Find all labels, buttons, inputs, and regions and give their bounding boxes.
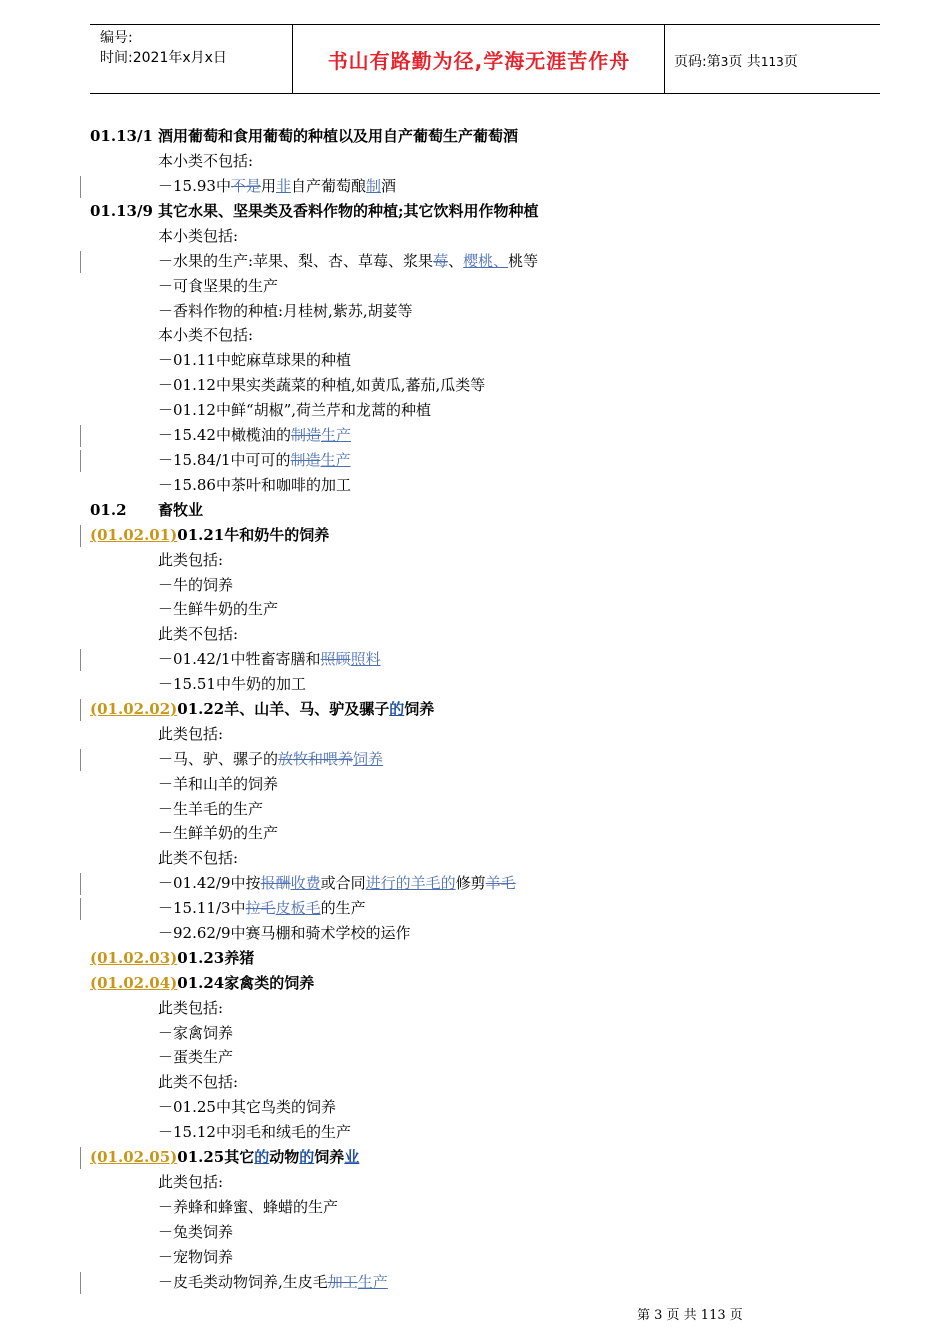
header-page-number: 页码:第3页 共113页 — [674, 54, 798, 70]
list-item: －香料作物的种植:月桂树,紫苏,胡荽等 — [158, 302, 413, 320]
list-item: －15.84/1中可可的制造生产 — [158, 451, 351, 469]
change-bar — [80, 873, 81, 895]
change-bar — [80, 525, 81, 547]
change-bar — [80, 425, 81, 447]
list-item: －01.12中果实类蔬菜的种植,如黄瓜,蕃茄,瓜类等 — [158, 376, 486, 394]
page-header — [90, 24, 880, 94]
class-heading: (01.02.01)01.21牛和奶牛的饲养 — [90, 526, 330, 544]
list-item: 本小类不包括: — [158, 152, 254, 170]
number-label: 编号: — [100, 30, 133, 46]
list-item: －01.42/9中按报酬收费或合同进行的羊毛的修剪羊毛 — [158, 874, 516, 892]
class-heading: (01.02.05)01.25其它的动物的饲养业 — [90, 1148, 360, 1166]
list-item: －羊和山羊的饲养 — [158, 775, 279, 793]
change-bar — [80, 649, 81, 671]
page-footer: 第 3 页 共 113 页 — [637, 1308, 743, 1323]
change-bar — [80, 176, 81, 198]
change-bar — [80, 749, 81, 771]
list-item: －01.11中蛇麻草球果的种植 — [158, 351, 351, 369]
list-item: 本小类包括: — [158, 227, 239, 245]
list-item: －宠物饲养 — [158, 1248, 234, 1266]
list-item: －15.93中不是用非自产葡萄酿制酒 — [158, 177, 397, 195]
change-bar — [80, 1147, 81, 1169]
list-item: －92.62/9中赛马棚和骑术学校的运作 — [158, 924, 411, 942]
list-item: 此类包括: — [158, 999, 224, 1017]
list-item: －生羊毛的生产 — [158, 800, 264, 818]
list-item: －家禽饲养 — [158, 1024, 234, 1042]
list-item: －生鲜牛奶的生产 — [158, 600, 279, 618]
list-item: 此类包括: — [158, 551, 224, 569]
header-divider — [664, 25, 665, 93]
change-bar — [80, 450, 81, 472]
list-item: 此类不包括: — [158, 849, 239, 867]
list-item: －马、驴、骡子的放牧和喂养饲养 — [158, 750, 384, 768]
change-bar — [80, 898, 81, 920]
header-meta — [100, 28, 227, 68]
section-heading: 01.2 畜牧业 — [90, 501, 204, 519]
list-item: －水果的生产:苹果、梨、杏、草莓、浆果莓、樱桃、桃等 — [158, 252, 539, 270]
list-item: －01.25中其它鸟类的饲养 — [158, 1098, 336, 1116]
time-label: 时间:2021年x月x日 — [100, 50, 227, 66]
change-bar — [80, 699, 81, 721]
list-item: －养蜂和蜂蜜、蜂蜡的生产 — [158, 1198, 339, 1216]
list-item: －15.12中羽毛和绒毛的生产 — [158, 1123, 351, 1141]
header-divider — [292, 25, 293, 93]
change-bar — [80, 1272, 81, 1294]
list-item: －01.42/1中牲畜寄膳和照顾照料 — [158, 650, 381, 668]
list-item: 本小类不包括: — [158, 326, 254, 344]
list-item: －生鲜羊奶的生产 — [158, 824, 279, 842]
class-heading: (01.02.03)01.23养猪 — [90, 949, 255, 967]
list-item: －蛋类生产 — [158, 1048, 234, 1066]
list-item: －皮毛类动物饲养,生皮毛加工生产 — [158, 1273, 388, 1291]
list-item: 此类包括: — [158, 1173, 224, 1191]
header-motto: 书山有路勤为径,学海无涯苦作舟 — [327, 49, 631, 73]
list-item: －15.51中牛奶的加工 — [158, 675, 306, 693]
section-heading: 01.13/9 其它水果、坚果类及香料作物的种植;其它饮料用作物种植 — [90, 202, 539, 220]
list-item: －15.42中橄榄油的制造生产 — [158, 426, 351, 444]
list-item: 此类包括: — [158, 725, 224, 743]
list-item: －兔类饲养 — [158, 1223, 234, 1241]
list-item: －01.12中鲜“胡椒”,荷兰芹和龙蒿的种植 — [158, 401, 432, 419]
list-item: 此类不包括: — [158, 625, 239, 643]
section-heading: 01.13/1 酒用葡萄和食用葡萄的种植以及用自产葡萄生产葡萄酒 — [90, 127, 519, 145]
list-item: －牛的饲养 — [158, 576, 234, 594]
change-bar — [80, 251, 81, 273]
list-item: －15.86中茶叶和咖啡的加工 — [158, 476, 351, 494]
list-item: －可食坚果的生产 — [158, 277, 279, 295]
class-heading: (01.02.02)01.22羊、山羊、马、驴及骡子的饲养 — [90, 700, 435, 718]
list-item: 此类不包括: — [158, 1073, 239, 1091]
list-item: －15.11/3中拉毛皮板毛的生产 — [158, 899, 366, 917]
class-heading: (01.02.04)01.24家禽类的饲养 — [90, 974, 315, 992]
